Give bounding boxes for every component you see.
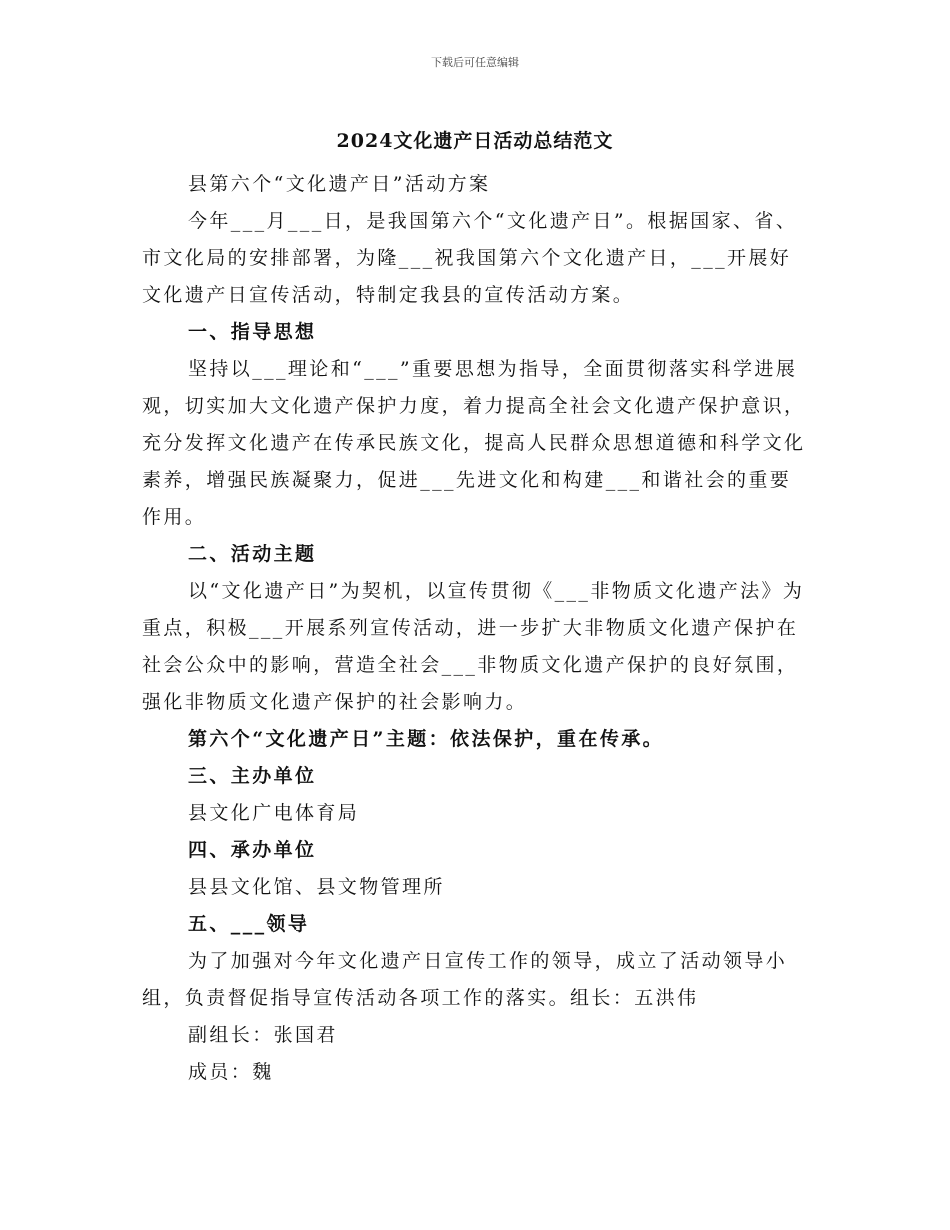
paragraph-guiding-ideology: 坚持以___理论和“___”重要思想为指导，全面贯彻落实科学进展观，切实加大文化遗产保护力度，着力提高全社会文化遗产保护意识，充分发挥文化遗产在传承民族文化，提高人民群众思想道德和科学文化素养，增强民族凝聚力，促进___先进文化和构建___和谐社会的重要作用。 xyxy=(142,358,806,528)
heading-co-organizer: 四、承办单位 xyxy=(188,839,317,861)
paragraph-members: 成员：魏 xyxy=(188,1061,274,1083)
document-title: 2024文化遗产日活动总结范文 xyxy=(336,130,614,152)
heading-organizer: 三、主办单位 xyxy=(188,765,317,787)
paragraph-plan-title: 县第六个“文化遗产日”活动方案 xyxy=(188,173,491,195)
theme-statement: 第六个“文化遗产日”主题：依法保护，重在传承。 xyxy=(188,728,665,750)
paragraph-intro: 今年___月___日，是我国第六个“文化遗产日”。根据国家、省、市文化局的安排部署，为隆___祝我国第六个文化遗产日，___开展好文化遗产日宣传活动，特制定我县的宣传活动方案。 xyxy=(142,210,798,306)
page-header-note: 下载后可任意编辑 xyxy=(431,56,519,69)
paragraph-leadership: 为了加强对今年文化遗产日宣传工作的领导，成立了活动领导小组，负责督促指导宣传活动各项工作的落实。组长：五洪伟 xyxy=(142,950,788,1009)
paragraph-co-organizer: 县县文化馆、县文物管理所 xyxy=(188,876,445,898)
heading-guiding-ideology: 一、指导思想 xyxy=(188,321,317,343)
document-body xyxy=(142,166,810,1091)
paragraph-deputy-leader: 副组长：张国君 xyxy=(188,1024,338,1046)
heading-leadership: 五、___领导 xyxy=(188,913,310,935)
paragraph-organizer: 县文化广电体育局 xyxy=(188,802,360,824)
paragraph-activity-theme: 以“文化遗产日”为契机，以宣传贯彻《___非物质文化遗产法》为重点，积极___开展系列宣传活动，进一步扩大非物质文化遗产保护在社会公众中的影响，营造全社会___非物质文化遗产保护的良好氛围，强化非物质文化遗产保护的社会影响力。 xyxy=(142,580,805,713)
heading-activity-theme: 二、活动主题 xyxy=(188,543,317,565)
